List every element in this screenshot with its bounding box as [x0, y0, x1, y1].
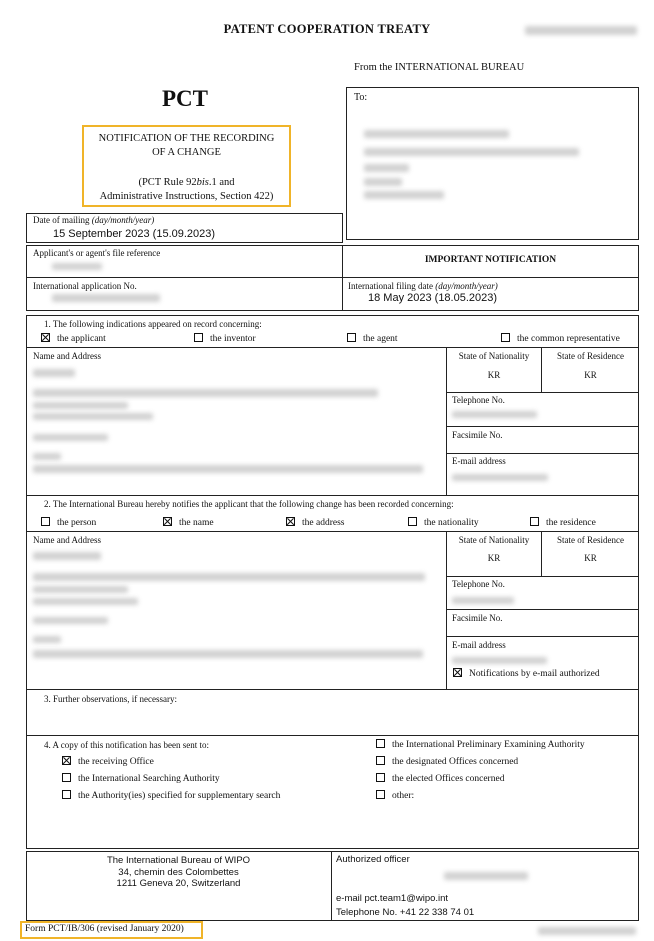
section2-nationality-label: State of Nationality — [458, 535, 530, 545]
copy-supplementary-search[interactable]: the Authority(ies) specified for supplementary search — [62, 790, 280, 801]
section1-nationality-label: State of Nationality — [458, 351, 530, 361]
email-authorized-option[interactable]: Notifications by e-mail authorized — [453, 668, 600, 679]
section2-option-name[interactable]: the name — [163, 517, 214, 528]
checkbox-unchecked[interactable] — [41, 517, 50, 526]
section2-heading: 2. The International Bureau hereby notifies the applicant that the following change has been recorded concerning: — [44, 499, 454, 509]
rule-text-line2: Administrative Instructions, Section 422) — [99, 191, 274, 202]
section2-nationality-value: KR — [487, 553, 501, 563]
ib-line1: The International Bureau of WIPO — [106, 855, 251, 866]
checkbox-unchecked[interactable] — [501, 333, 510, 342]
checkbox-unchecked[interactable] — [408, 517, 417, 526]
checkbox-unchecked[interactable] — [376, 756, 385, 765]
redacted-name — [33, 552, 101, 560]
section3-heading: 3. Further observations, if necessary: — [44, 694, 177, 704]
checkbox-unchecked[interactable] — [376, 773, 385, 782]
mailing-date-value: 15 September 2023 (15.09.2023) — [53, 228, 216, 240]
notification-title-line1: NOTIFICATION OF THE RECORDING — [98, 133, 275, 144]
section1-residence-label: State of Residence — [557, 351, 624, 361]
redacted-addressee — [364, 178, 402, 186]
redacted-address — [33, 636, 61, 643]
checkbox-checked[interactable] — [163, 517, 172, 526]
section1-option-agent[interactable]: the agent — [347, 333, 398, 344]
section1-name-address-label: Name and Address — [33, 351, 101, 361]
checkbox-unchecked[interactable] — [194, 333, 203, 342]
section4-heading: 4. A copy of this notification has been sent to: — [44, 740, 209, 750]
ib-line3: 1211 Geneva 20, Switzerland — [116, 878, 241, 889]
checkbox-unchecked[interactable] — [376, 739, 385, 748]
ib-address — [26, 855, 331, 890]
checkbox-checked[interactable] — [286, 517, 295, 526]
ib-line2: 34, chemin des Colombettes — [118, 866, 239, 878]
redacted-officer — [444, 872, 528, 880]
section2-option-nationality[interactable]: the nationality — [408, 517, 479, 528]
copy-designated-offices[interactable]: the designated Offices concerned — [376, 756, 518, 767]
redacted-name — [33, 369, 75, 377]
section2-residence-label: State of Residence — [557, 535, 624, 545]
rule-text-c: .1 and — [208, 177, 235, 188]
copy-other[interactable]: other: — [376, 790, 414, 801]
redacted-address — [33, 402, 128, 409]
redacted-app-no — [52, 294, 160, 302]
redacted-address — [33, 617, 108, 624]
notification-title — [84, 132, 289, 160]
important-notification: IMPORTANT NOTIFICATION — [424, 255, 557, 265]
redacted-addressee — [364, 130, 509, 138]
redacted-address — [33, 453, 61, 460]
redacted-addressee — [364, 164, 409, 172]
redacted-email — [452, 474, 548, 481]
pct-title: PCT — [162, 86, 208, 111]
redacted-address — [33, 650, 423, 658]
section1-facsimile-label: Facsimile No. — [452, 430, 503, 440]
redacted-addressee — [364, 148, 579, 156]
checkbox-unchecked[interactable] — [376, 790, 385, 799]
checkbox-unchecked[interactable] — [347, 333, 356, 342]
redacted-address — [33, 586, 128, 593]
section2-option-person[interactable]: the person — [41, 517, 96, 528]
section1-telephone-label: Telephone No. — [452, 395, 505, 405]
section1-option-inventor[interactable]: the inventor — [194, 333, 256, 344]
section2-facsimile-label: Facsimile No. — [452, 613, 503, 623]
redacted-telephone — [452, 597, 514, 604]
rule-text-bis: bis — [196, 177, 209, 188]
redacted-telephone — [452, 411, 537, 418]
redacted-address — [33, 413, 153, 420]
redacted-address — [33, 465, 423, 473]
notification-title-line2: OF A CHANGE — [152, 147, 221, 158]
redacted-header-id — [525, 26, 637, 35]
officer-phone: Telephone No. +41 22 338 74 01 — [336, 907, 475, 918]
file-ref-label: Applicant's or agent's file reference — [33, 248, 161, 258]
section2-name-address-label: Name and Address — [33, 535, 101, 545]
officer-label: Authorized officer — [336, 854, 410, 865]
section1-option-common-rep[interactable]: the common representative — [501, 333, 620, 344]
from-line: From the INTERNATIONAL BUREAU — [354, 62, 525, 73]
section1-option-applicant[interactable]: the applicant — [41, 333, 106, 344]
copy-ipea[interactable]: the International Preliminary Examining Authority — [376, 739, 585, 750]
mailing-date-label: Date of mailing (day/month/year) — [33, 215, 155, 225]
section2-option-address[interactable]: the address — [286, 517, 344, 528]
checkbox-checked[interactable] — [453, 668, 462, 677]
redacted-address — [33, 389, 378, 397]
rule-text-a: (PCT Rule 92 — [138, 177, 197, 188]
redacted-address — [33, 598, 138, 605]
redacted-address — [33, 573, 425, 581]
filing-date-value: 18 May 2023 (18.05.2023) — [368, 292, 498, 304]
rule-reference — [84, 176, 289, 204]
section2-telephone-label: Telephone No. — [452, 579, 505, 589]
redacted-address — [33, 434, 108, 441]
section2-residence-value: KR — [584, 553, 597, 563]
section1-nationality-value: KR — [487, 370, 501, 380]
officer-email: e-mail pct.team1@wipo.int — [336, 893, 449, 904]
section1-residence-value: KR — [584, 370, 597, 380]
filing-date-label: International filing date (day/month/year) — [348, 281, 498, 291]
copy-isa[interactable]: the International Searching Authority — [62, 773, 220, 784]
copy-elected-offices[interactable]: the elected Offices concerned — [376, 773, 504, 784]
copy-receiving-office[interactable]: the receiving Office — [62, 756, 154, 767]
section1-email-label: E-mail address — [452, 456, 506, 466]
checkbox-checked[interactable] — [41, 333, 50, 342]
redacted-email — [452, 657, 547, 664]
app-no-label: International application No. — [33, 281, 137, 291]
section2-option-residence[interactable]: the residence — [530, 517, 596, 528]
redacted-footer-id — [538, 927, 636, 935]
checkbox-unchecked[interactable] — [62, 790, 71, 799]
section1-heading: 1. The following indications appeared on record concerning: — [44, 319, 262, 329]
checkbox-unchecked[interactable] — [530, 517, 539, 526]
redacted-file-ref — [52, 263, 102, 270]
to-label: To: — [354, 92, 368, 103]
treaty-title: PATENT COOPERATION TREATY — [223, 22, 431, 36]
redacted-addressee — [364, 191, 444, 199]
checkbox-checked[interactable] — [62, 756, 71, 765]
checkbox-unchecked[interactable] — [62, 773, 71, 782]
section2-email-label: E-mail address — [452, 640, 506, 650]
form-id: Form PCT/IB/306 (revised January 2020) — [25, 924, 184, 934]
